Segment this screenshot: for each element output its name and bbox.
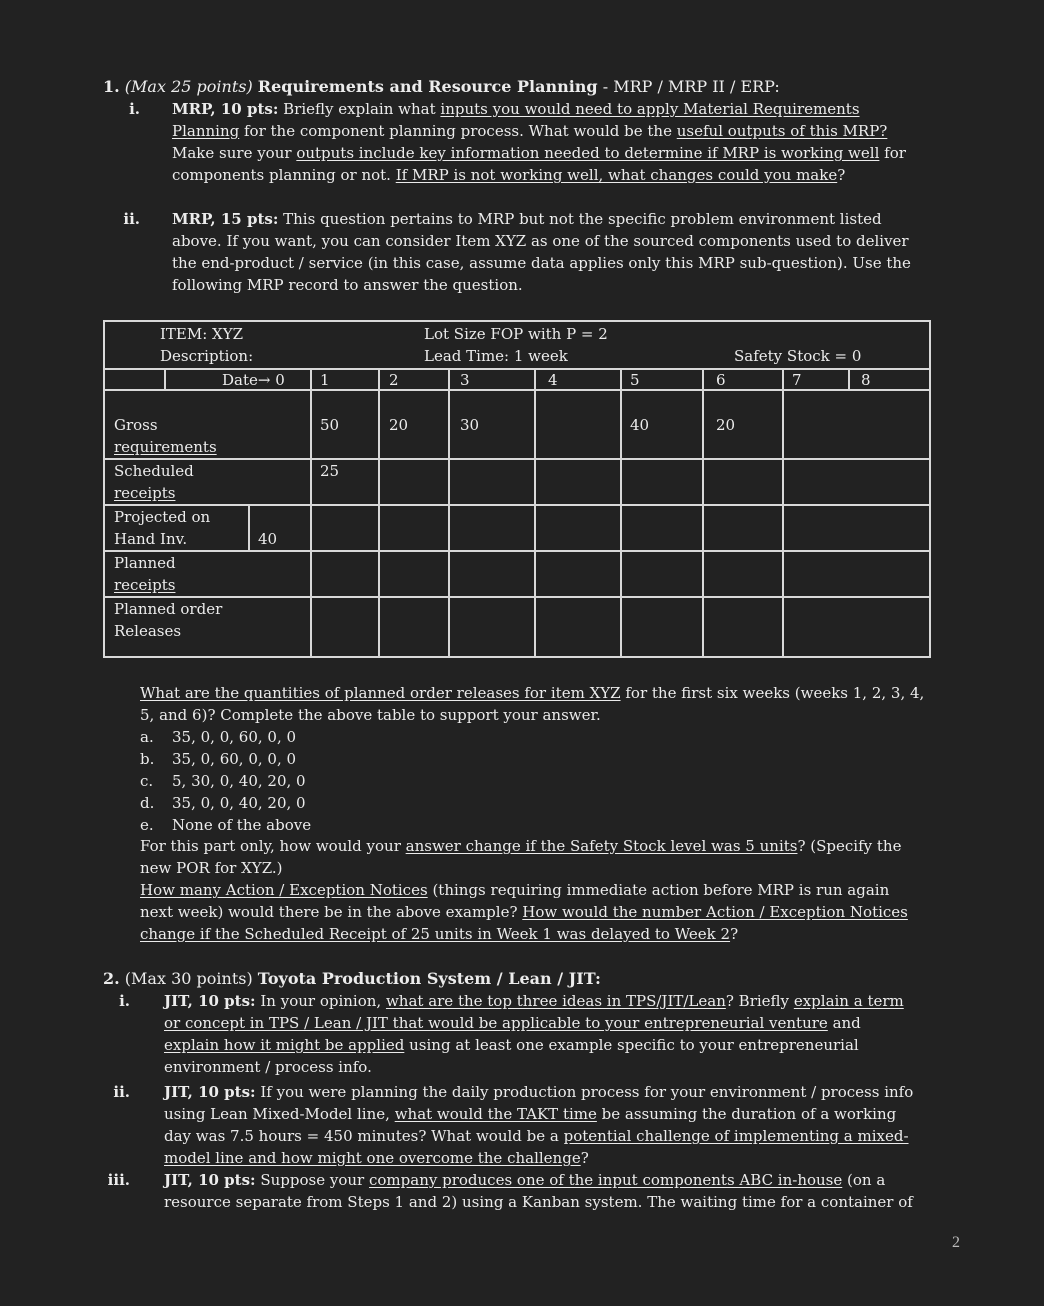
mrp-lead-time: Lead Time: 1 week <box>424 347 568 365</box>
q2-number: 2. <box>103 969 120 988</box>
q2-ii-text: JIT, 10 pts: If you were planning the daily production process for your environment / process info using Lean Mixed-Model line, what would the TAKT time be assuming the duration of a working day was 7.5 hours = 450 minutes? What would be a potential challenge of implementing a mixed- model line and how might one overcome the challenge? <box>164 1083 914 1167</box>
mrp-row-label: Scheduled receipts <box>114 462 194 502</box>
option-item: e. None of the above <box>140 816 312 834</box>
mrp-period: 7 <box>792 371 802 389</box>
mrp-date-label: Date→ 0 <box>222 371 285 389</box>
mrp-period: 3 <box>460 371 470 389</box>
answer-options <box>140 726 311 836</box>
q2-iii-text: JIT, 10 pts: Suppose your company produces one of the input components ABC in-house (on a resource separate from Steps 1 and 2) using a Kanban system. The waiting time for a container of <box>164 1171 913 1211</box>
mrp-description: Description: <box>160 347 254 365</box>
mrp-safety-stock: Safety Stock = 0 <box>734 347 862 365</box>
q1-points: (Max 25 points) <box>124 77 253 96</box>
mrp-cell: 40 <box>630 416 650 434</box>
mrp-cell-initial: 40 <box>258 530 278 548</box>
mrp-cell: 50 <box>320 416 340 434</box>
mrp-period: 1 <box>320 371 330 389</box>
q1-i-numeral: i. <box>129 100 140 118</box>
q2-title: Toyota Production System / Lean / JIT: <box>257 969 601 988</box>
q1-ii-numeral: ii. <box>123 210 140 228</box>
mrp-cell: 30 <box>460 416 480 434</box>
q1-subtitle: - MRP / MRP II / ERP: <box>602 77 780 96</box>
mrp-period: 5 <box>630 371 640 389</box>
q2-heading <box>103 968 601 990</box>
mrp-lot-size: Lot Size FOP with P = 2 <box>424 325 608 343</box>
option-item: d. 35, 0, 0, 40, 20, 0 <box>140 794 306 812</box>
q2-points: (Max 30 points) <box>124 969 253 988</box>
followup-text: For this part only, how would your answer change if the Safety Stock level was 5 units? (Specify the new POR for XYZ.) How many Action / Exception Notices (things requiring immediate action before MRP is run again next week) would there be in the above example? How would the number Action / Exception Notices change if the Scheduled Receipt of 25 units in Week 1 was delayed to Week 2? <box>140 837 908 943</box>
q2-i-text: JIT, 10 pts: In your opinion, what are the top three ideas in TPS/JIT/Lean? Briefly explain a term or concept in TPS / Lean / JIT that would be applicable to your entrepreneurial venture and explain how it might be applied using at least one example specific to your entrepreneurial environment / process info. <box>164 992 904 1076</box>
q2-ii-numeral: ii. <box>113 1083 130 1101</box>
q1-heading <box>103 76 780 98</box>
mrp-period: 8 <box>861 371 871 389</box>
q2-iii-numeral: iii. <box>107 1171 130 1189</box>
mrp-period: 2 <box>389 371 399 389</box>
page-number: 2 <box>952 1234 960 1251</box>
option-item: c. 5, 30, 0, 40, 20, 0 <box>140 772 306 790</box>
q2-i-numeral: i. <box>119 992 130 1010</box>
option-item: a. 35, 0, 0, 60, 0, 0 <box>140 728 297 746</box>
mrp-item: ITEM: XYZ <box>160 325 244 343</box>
mrp-period: 4 <box>548 371 558 389</box>
q1-number: 1. <box>103 77 120 96</box>
q1-title: Requirements and Resource Planning <box>257 77 598 96</box>
q1-i-text: MRP, 10 pts: Briefly explain what inputs you would need to apply Material Requirements Planning for the component planning process. What would be the useful outputs of this MRP? Make sure your outputs include key information needed to determine if MRP is working well for components planning or not. If MRP is not working well, what changes could you make? <box>172 100 906 184</box>
mrp-question: What are the quantities of planned order releases for item XYZ for the first six weeks (weeks 1, 2, 3, 4, 5, and 6)? Complete the above table to support your answer. <box>140 684 925 724</box>
q1-ii-text: MRP, 15 pts: This question pertains to MRP but not the specific problem environment listed above. If you want, you can consider Item XYZ as one of the sourced components used to deliver the end-product / service (in this case, assume data applies only this MRP sub-question). Use the following MRP record to answer the question. <box>172 210 911 294</box>
mrp-row-label: Gross requirements <box>114 416 217 456</box>
mrp-cell: 20 <box>716 416 736 434</box>
option-item: b. 35, 0, 60, 0, 0, 0 <box>140 750 297 768</box>
mrp-row-label: Planned order Releases <box>114 600 223 640</box>
mrp-cell: 20 <box>389 416 409 434</box>
mrp-period: 6 <box>716 371 726 389</box>
mrp-row-label: Projected on Hand Inv. <box>114 508 211 548</box>
mrp-row-label: Planned receipts <box>114 554 176 594</box>
mrp-cell: 25 <box>320 462 340 480</box>
